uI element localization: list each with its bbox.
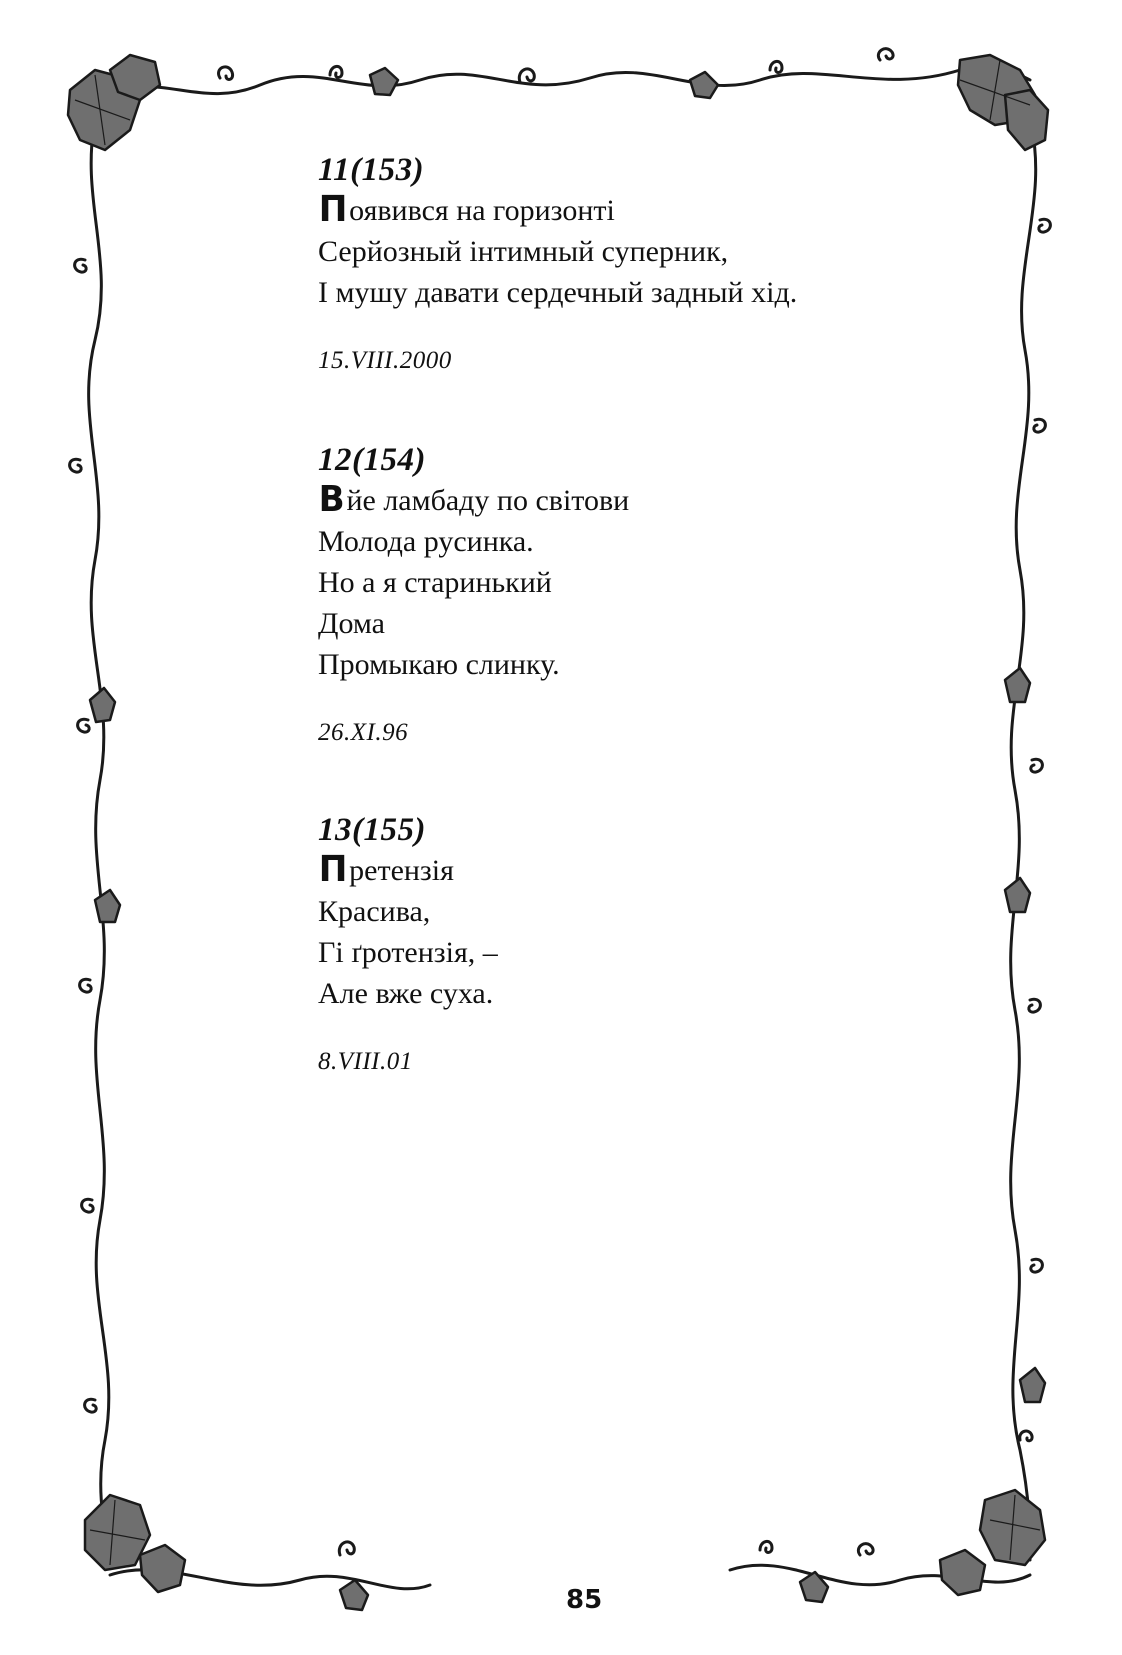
drop-cap: П — [318, 189, 348, 230]
drop-cap: П — [318, 849, 348, 890]
poem-12 — [318, 440, 629, 772]
poem-first-line — [318, 480, 629, 521]
poem-11 — [318, 150, 797, 400]
first-line-text: оявився на горизонті — [349, 194, 615, 227]
poem-date: 15.VIII.2000 — [318, 347, 452, 374]
poem-date: 26.XI.96 — [318, 719, 409, 746]
poem-line: Серйозный інтимный суперник, — [318, 235, 729, 268]
poem-number: 13(155) — [318, 812, 426, 848]
poem-line: Красива, — [318, 895, 431, 928]
poem-line: І мушу давати сердечный задный хід. — [318, 276, 798, 309]
poem-line: Молода русинка. — [318, 525, 534, 558]
poem-first-line — [318, 190, 797, 231]
poem-date: 8.VIII.01 — [318, 1048, 413, 1075]
poem-line: Промыкаю слинку. — [318, 648, 560, 681]
poem-number: 11(153) — [318, 152, 425, 188]
poem-13 — [318, 810, 498, 1101]
poem-line: Гі ґротензія, – — [318, 936, 498, 969]
poem-line: Але вже суха. — [318, 977, 494, 1010]
poem-number: 12(154) — [318, 442, 426, 478]
poem-line: Дома — [318, 607, 385, 640]
page-number: 85 — [566, 1585, 603, 1615]
first-line-text: йе ламбаду по світови — [346, 484, 630, 517]
first-line-text: ретензія — [349, 854, 454, 887]
poem-first-line — [318, 850, 498, 891]
poem-line: Но а я старинький — [318, 566, 552, 599]
drop-cap: В — [318, 479, 345, 520]
